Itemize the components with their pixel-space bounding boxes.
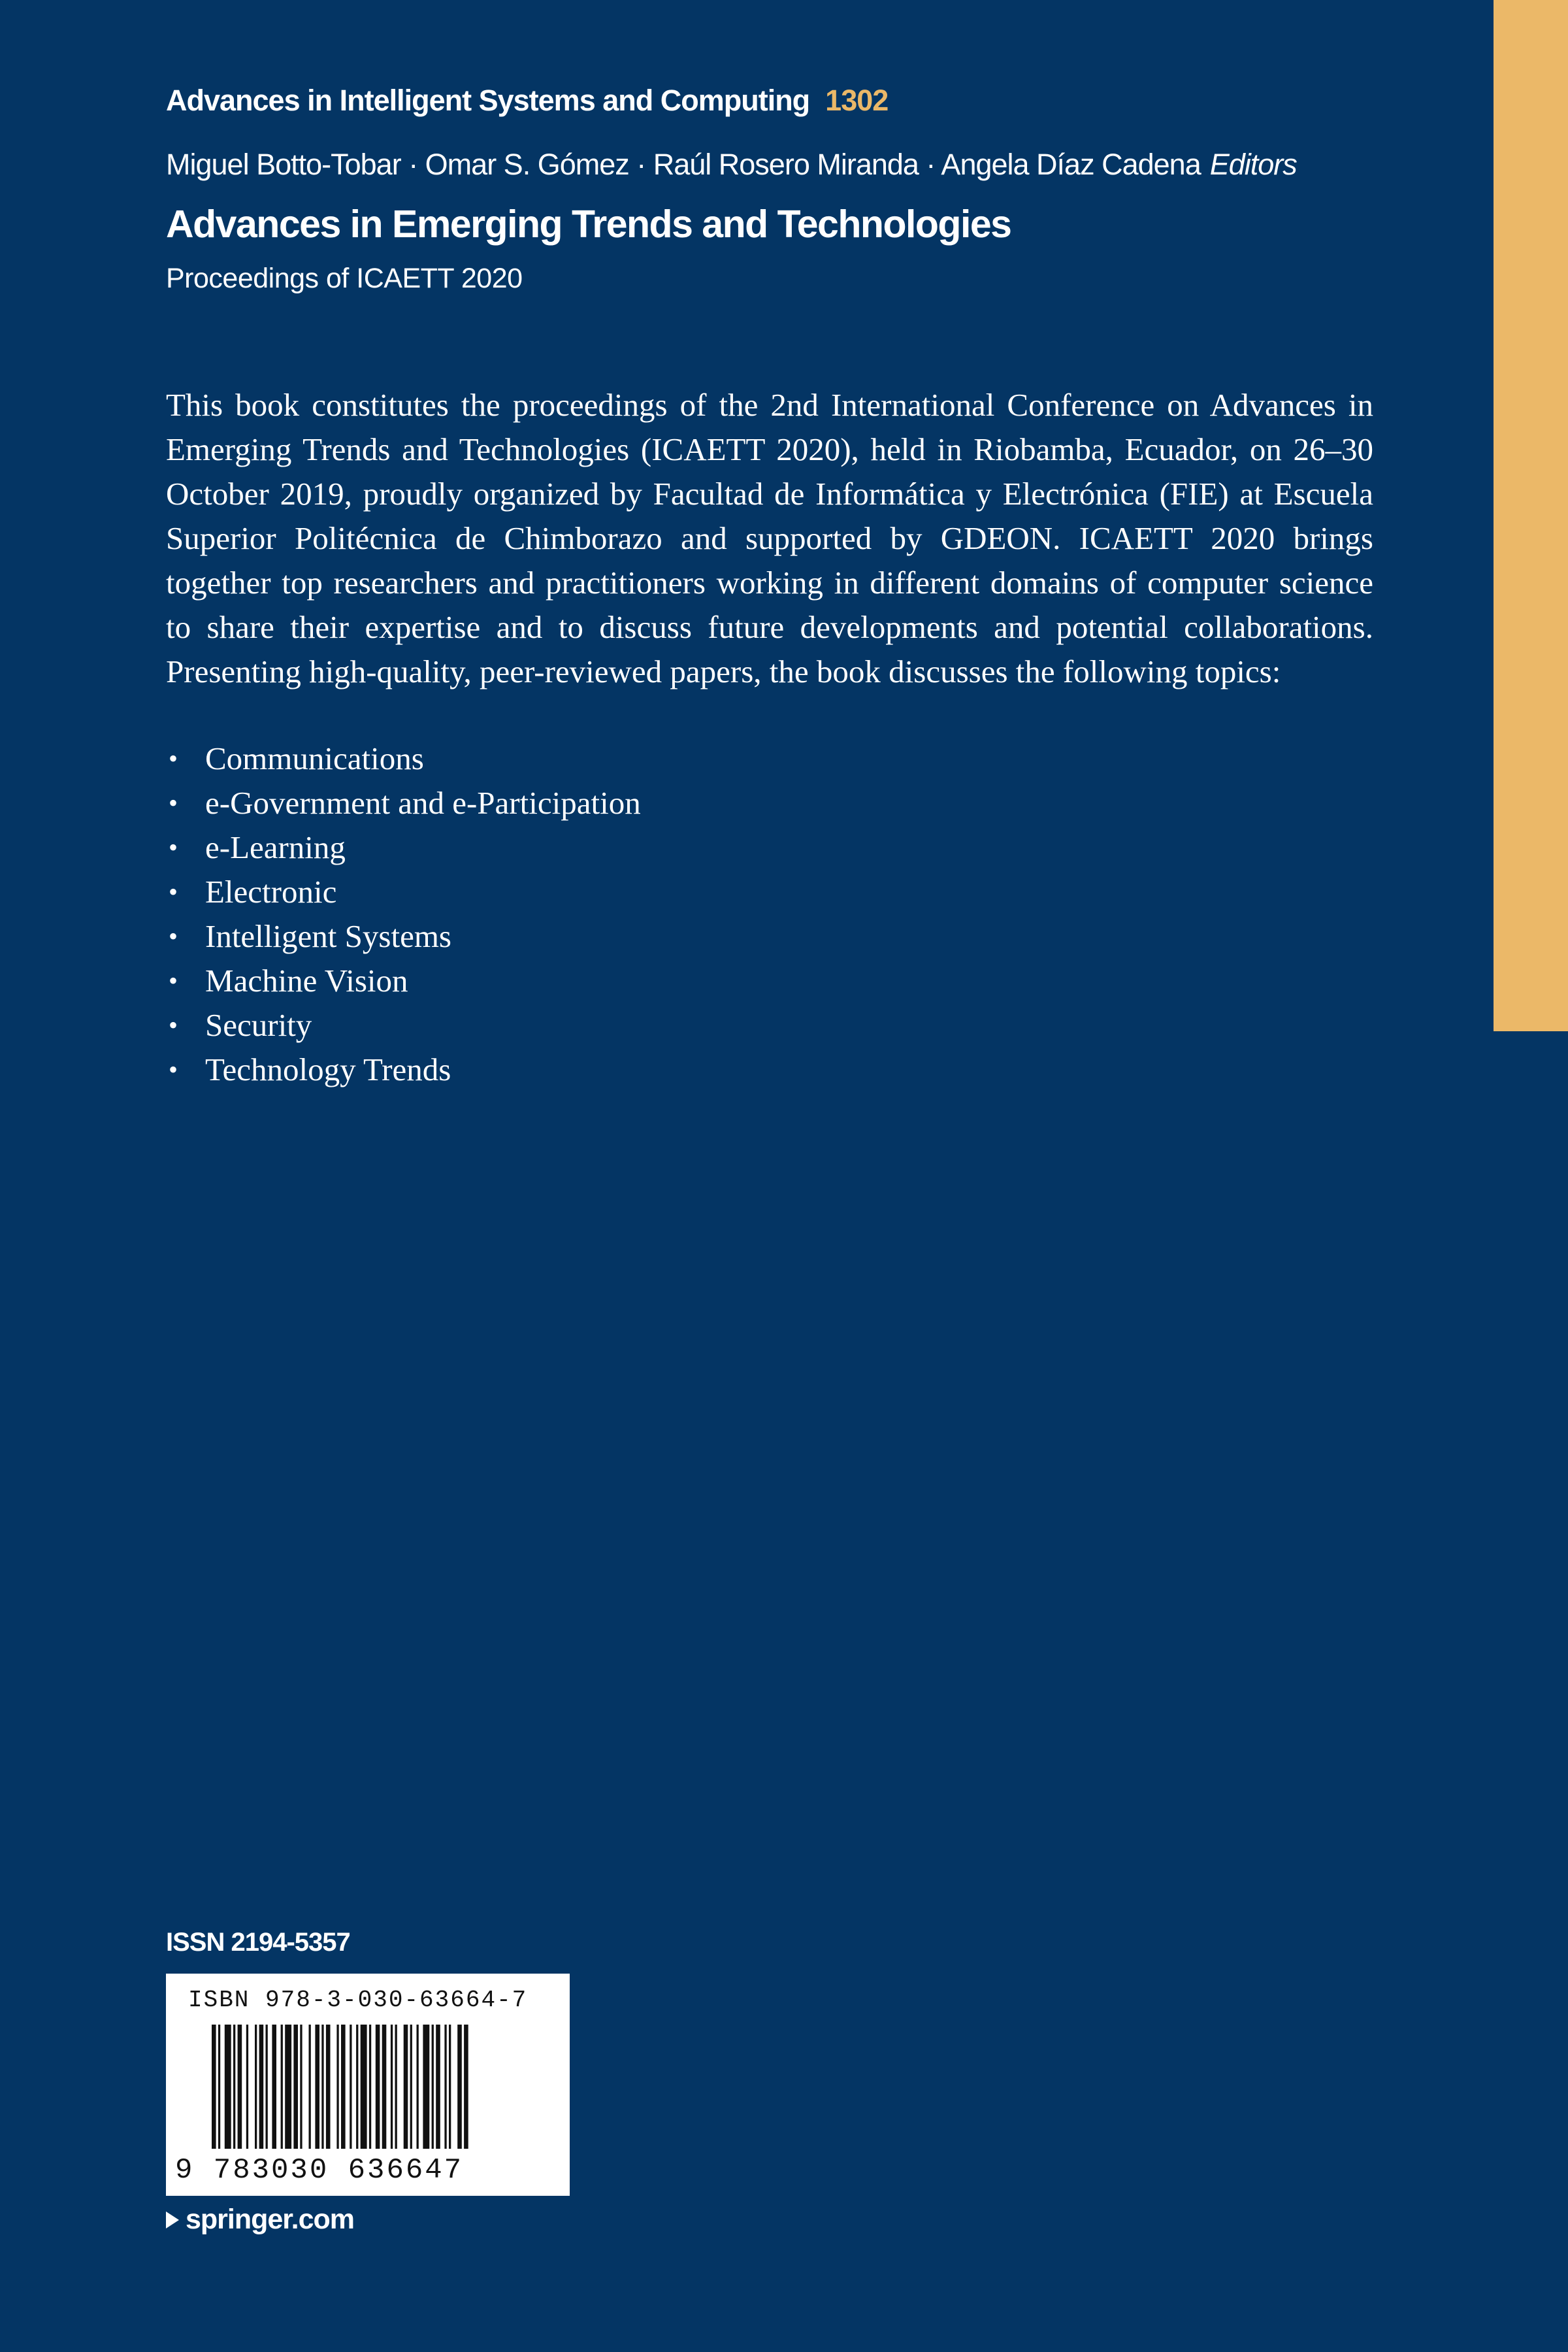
book-description: This book constitutes the proceedings of the 2nd International Conference on Advances in Emerging Trends and Technologies (ICAETT 2020), held in Riobamba, Ecuador, on 26–30 October 2019, proudly organized by Facultad de Informática y Electrónica (FIE) at Escuela Superior Politécnica de Chimborazo and supported by GDEON. ICAETT 2020 brings together top researchers and practitioners working in different domains of computer science to share their expertise and to discuss future developments and potential collaborations. Presenting high-quality, peer-reviewed papers, the book discusses the following topics:	[166, 387, 1373, 689]
barcode-bar	[238, 2025, 242, 2149]
topic-label: Communications	[205, 740, 424, 776]
barcode-bar	[336, 2025, 338, 2149]
series-name: Advances in Intelligent Systems and Computing	[166, 84, 810, 117]
topic-item	[166, 781, 1211, 825]
barcode-bar	[326, 2025, 331, 2149]
barcode-bar	[449, 2025, 451, 2149]
topic-item	[166, 1048, 1211, 1092]
bullet: •	[169, 1010, 178, 1040]
topic-label: Technology Trends	[205, 1052, 451, 1087]
barcode-bar	[266, 2025, 268, 2149]
book-subtitle: Proceedings of ICAETT 2020	[166, 263, 523, 294]
series-number: 1302	[825, 84, 889, 117]
barcode-bar	[321, 2025, 323, 2149]
bullet: •	[169, 921, 178, 951]
bullet: •	[169, 966, 178, 995]
barcode-bar	[341, 2025, 346, 2149]
barcode-bar	[391, 2025, 393, 2149]
barcode-bar	[233, 2025, 235, 2149]
barcode-bar	[369, 2025, 371, 2149]
topic-item	[166, 870, 1211, 914]
barcode-bar	[382, 2025, 387, 2149]
barcode-bar	[281, 2025, 283, 2149]
barcode-digits: 9 783030 636647	[175, 2154, 464, 2187]
editors-line	[166, 148, 1297, 182]
barcode-bar	[293, 2025, 298, 2149]
barcode-bar	[404, 2025, 408, 2149]
topic-item	[166, 914, 1211, 959]
barcode-bar	[272, 2025, 276, 2149]
barcode-bar	[309, 2025, 311, 2149]
topic-item	[166, 825, 1211, 870]
topic-list	[166, 737, 1211, 1092]
topic-label: Machine Vision	[205, 963, 408, 999]
topic-label: Security	[205, 1007, 312, 1043]
topic-item	[166, 737, 1211, 781]
topic-item	[166, 1003, 1211, 1048]
barcode-bar	[218, 2025, 220, 2149]
bullet: •	[169, 877, 178, 906]
editors-role: Editors	[1209, 148, 1297, 181]
barcode-bar	[361, 2025, 367, 2149]
barcode-bar	[376, 2025, 380, 2149]
barcode-bar	[315, 2025, 319, 2149]
barcode-bar	[255, 2025, 257, 2149]
barcode-bar	[464, 2025, 468, 2149]
series-line	[166, 84, 888, 118]
isbn-label: ISBN 978-3-030-63664-7	[188, 1987, 528, 2013]
book-title: Advances in Emerging Trends and Technologies	[166, 203, 1011, 246]
bullet: •	[169, 744, 178, 773]
topic-label: Intelligent Systems	[205, 918, 451, 954]
barcode-bar	[436, 2025, 440, 2149]
barcode-bar	[212, 2025, 216, 2149]
barcode-bar	[300, 2025, 302, 2149]
topic-label: Electronic	[205, 874, 337, 910]
topic-item	[166, 959, 1211, 1003]
issn: ISSN 2194-5357	[166, 1928, 350, 1957]
website-link[interactable]	[166, 2204, 354, 2236]
bullet: •	[169, 788, 178, 818]
barcode-bar	[417, 2025, 419, 2149]
barcode-bar	[285, 2025, 291, 2149]
barcode-bar	[423, 2025, 429, 2149]
bullet: •	[169, 1055, 178, 1084]
barcode-bar	[457, 2025, 462, 2149]
bullet: •	[169, 833, 178, 862]
barcode-bar	[246, 2025, 248, 2149]
barcode-bar	[356, 2025, 358, 2149]
spine-color-strip	[1494, 0, 1568, 1031]
barcode-bar	[444, 2025, 446, 2149]
barcode-bar	[225, 2025, 231, 2149]
website-label: springer.com	[186, 2204, 355, 2235]
barcode-bar	[432, 2025, 434, 2149]
barcode-bar	[350, 2025, 351, 2149]
barcode-bar	[259, 2025, 264, 2149]
topic-label: e-Learning	[205, 829, 346, 865]
barcode-bar	[395, 2025, 397, 2149]
topic-label: e-Government and e-Participation	[205, 785, 641, 821]
barcode-bar	[410, 2025, 412, 2149]
play-icon	[166, 2211, 179, 2228]
barcode-box	[166, 1974, 570, 2196]
editor-names: Miguel Botto-Tobar · Omar S. Gómez · Raúl Rosero Miranda · Angela Díaz Cadena	[166, 148, 1201, 181]
